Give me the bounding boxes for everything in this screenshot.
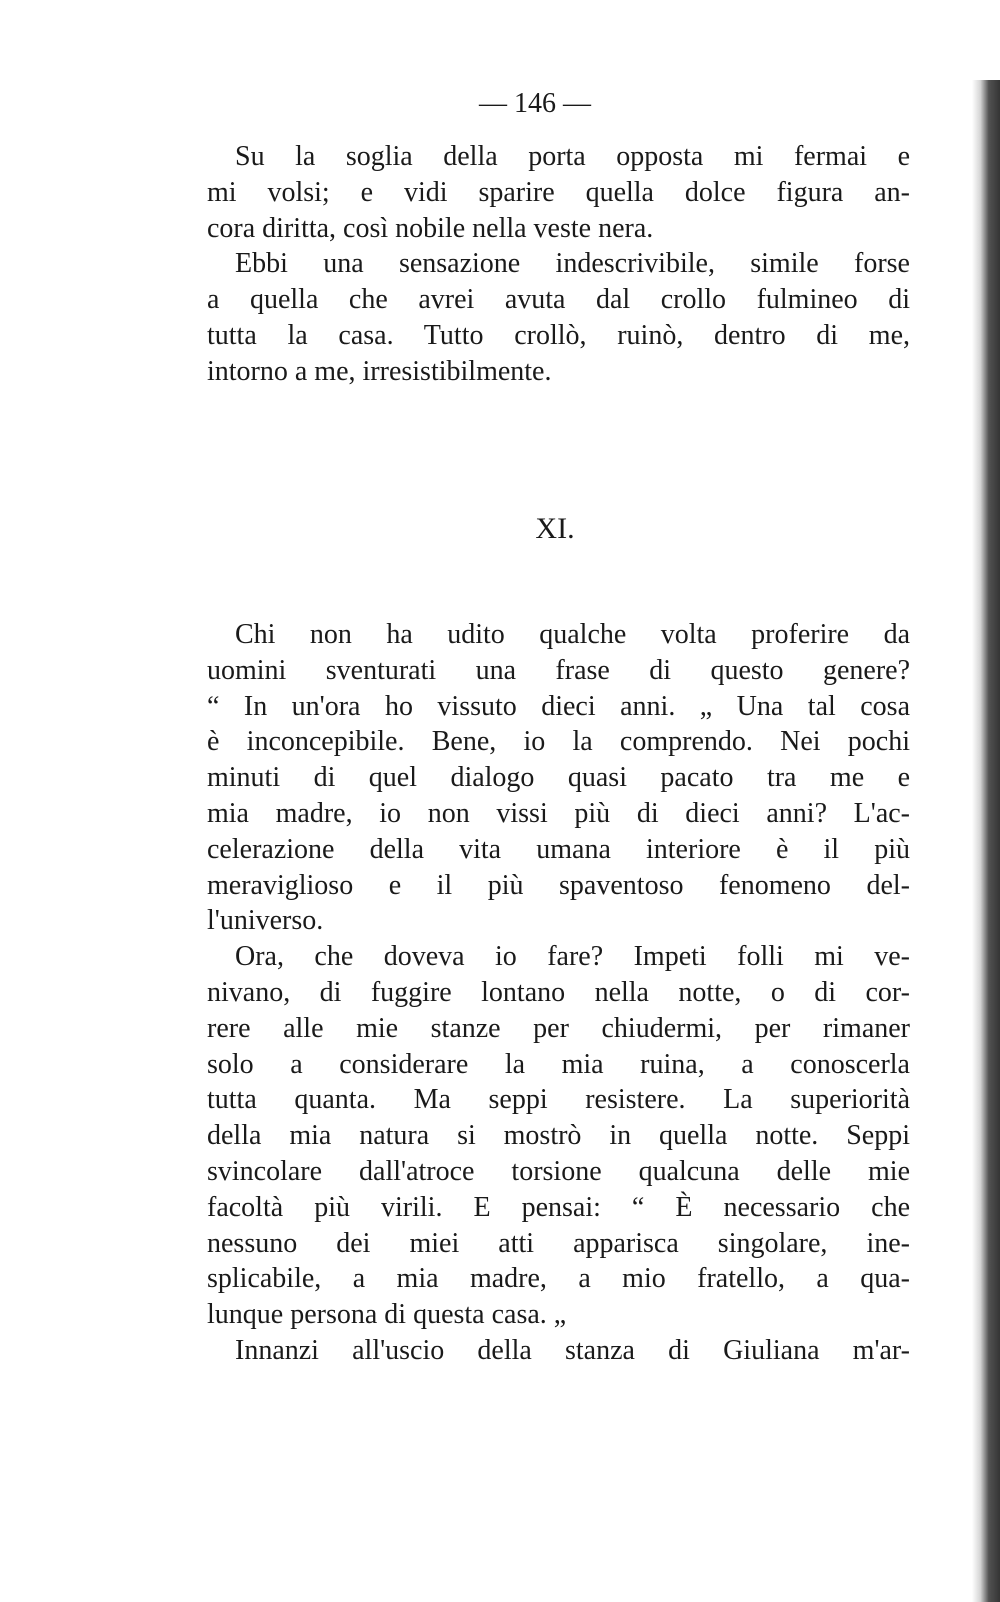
text-line: a quella che avrei avuta dal crollo fulmineo di [207, 284, 910, 316]
text-line: svincolare dall'atroce torsione qualcuna delle mie [207, 1155, 910, 1187]
text-line: tutta la casa. Tutto crollò, ruinò, dentro di me, [207, 319, 910, 351]
text-line: intorno a me, irresistibilmente. [207, 355, 552, 387]
text-line: mia madre, io non vissi più di dieci anni? L'ac- [207, 797, 910, 829]
text-line: meraviglioso e il più spaventoso fenomeno del- [207, 869, 910, 901]
text-line: della mia natura si mostrò in quella notte. Seppi [207, 1120, 910, 1152]
text-line: l'universo. [207, 905, 324, 937]
page-number: — 146 — [479, 88, 591, 119]
text-line: facoltà più virili. E pensai: “ È necessario che [207, 1191, 910, 1223]
text-line: Chi non ha udito qualche volta proferire da [235, 619, 910, 650]
text-line: celerazione della vita umana interiore è il più [207, 833, 910, 865]
scan-page-edge [972, 80, 1000, 1602]
text-line: Ora, che doveva io fare? Impeti folli mi ve- [235, 941, 910, 973]
paragraph-block-top [207, 139, 910, 390]
text-line: è inconcepibile. Bene, io la comprendo. Nei pochi [207, 726, 910, 758]
chapter-heading: XI. [535, 512, 575, 545]
paragraph-block-body [207, 617, 910, 1369]
text-line: lunque persona di questa casa. „ [207, 1299, 567, 1331]
text-line: nivano, di fuggire lontano nella notte, o di cor- [207, 976, 910, 1008]
text-line: minuti di quel dialogo quasi pacato tra me e [207, 762, 910, 794]
text-line: Innanzi all'uscio della stanza di Giuliana m'ar- [235, 1334, 910, 1366]
text-line: solo a considerare la mia ruina, a conoscerla [207, 1048, 910, 1080]
text-line: mi volsi; e vidi sparire quella dolce figura an- [207, 176, 910, 208]
text-line: Ebbi una sensazione indescrivibile, simile forse [235, 248, 910, 280]
text-line: splicabile, a mia madre, a mio fratello, a qua- [207, 1263, 910, 1295]
text-line: Su la soglia della porta opposta mi fermai e [235, 141, 910, 172]
text-line: rere alle mie stanze per chiudermi, per rimaner [207, 1012, 910, 1044]
text-line: “ In un'ora ho vissuto dieci anni. „ Una tal cosa [207, 690, 910, 722]
text-line: tutta quanta. Ma seppi resistere. La superiorità [207, 1084, 910, 1116]
text-line: cora diritta, così nobile nella veste nera. [207, 212, 654, 244]
text-line: uomini sventurati una frase di questo genere? [207, 654, 910, 686]
text-line: nessuno dei miei atti apparisca singolare, ine- [207, 1227, 910, 1259]
